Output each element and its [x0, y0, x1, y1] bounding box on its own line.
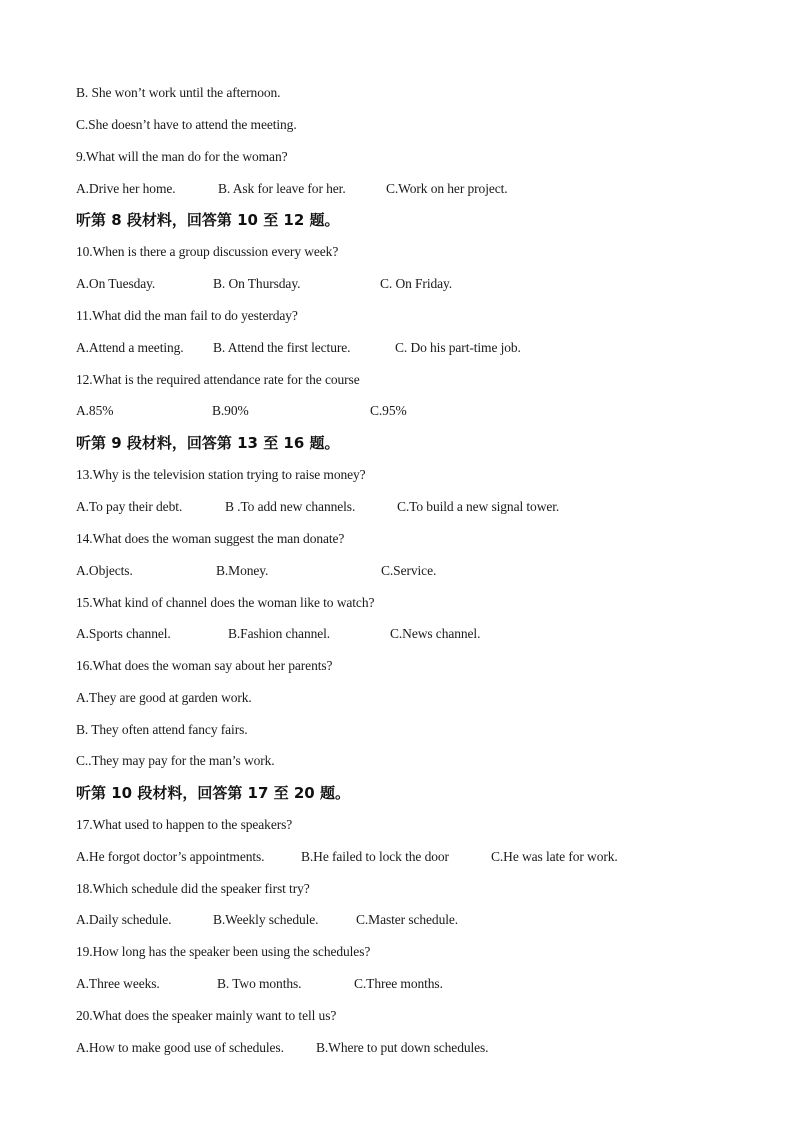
question-text: 20.What does the speaker mainly want to tell us?	[76, 1008, 337, 1023]
answer-option: B .To add new channels.	[225, 499, 356, 514]
question-text: 18.Which schedule did the speaker first try?	[76, 881, 310, 896]
question-text: 13.Why is the television station trying to raise money?	[76, 467, 366, 482]
answer-option: C. On Friday.	[380, 276, 453, 291]
question-text: 11.What did the man fail to do yesterday?	[76, 308, 298, 323]
answer-option: A.Sports channel.	[76, 626, 171, 641]
section-heading: 听第 10 段材料，回答第 17 至 20 题。	[76, 784, 350, 802]
answer-option: C. Do his part-time job.	[395, 340, 521, 355]
answer-option: C.News channel.	[390, 626, 481, 641]
answer-option: C.95%	[370, 403, 407, 418]
section-heading: 听第 9 段材料，回答第 13 至 16 题。	[76, 434, 340, 452]
answer-option: A.On Tuesday.	[76, 276, 156, 291]
answer-option: A.Daily schedule.	[76, 912, 172, 927]
answer-option: A.Objects.	[76, 563, 133, 578]
answer-option: B. Ask for leave for her.	[218, 181, 346, 196]
answer-option: A.Attend a meeting.	[76, 340, 184, 355]
answer-option: A.To pay their debt.	[76, 499, 183, 514]
answer-option: A.He forgot doctor’s appointments.	[76, 849, 265, 864]
answer-option: B.Where to put down schedules.	[316, 1040, 489, 1055]
answer-option: B. On Thursday.	[213, 276, 301, 291]
question-text: 17.What used to happen to the speakers?	[76, 817, 293, 832]
answer-option: C.Master schedule.	[356, 912, 459, 927]
answer-option: B.Weekly schedule.	[213, 912, 319, 927]
answer-option: B.90%	[212, 403, 249, 418]
answer-option: C.To build a new signal tower.	[397, 499, 560, 514]
answer-option: A.Drive her home.	[76, 181, 176, 196]
question-text: B. They often attend fancy fairs.	[76, 722, 248, 737]
question-text: 14.What does the woman suggest the man donate?	[76, 531, 345, 546]
answer-option: C.He was late for work.	[491, 849, 618, 864]
answer-option: B.Money.	[216, 563, 269, 578]
answer-option: B.Fashion channel.	[228, 626, 331, 641]
question-text: 15.What kind of channel does the woman like to watch?	[76, 595, 375, 610]
question-text: 12.What is the required attendance rate for the course	[76, 372, 360, 387]
answer-option: A.How to make good use of schedules.	[76, 1040, 284, 1055]
section-heading: 听第 8 段材料，回答第 10 至 12 题。	[76, 211, 340, 229]
question-text: B. She won’t work until the afternoon.	[76, 85, 281, 100]
answer-option: C.Service.	[381, 563, 437, 578]
question-text: 16.What does the woman say about her parents?	[76, 658, 333, 673]
question-text: C.She doesn’t have to attend the meeting.	[76, 117, 297, 132]
question-text: 10.When is there a group discussion every week?	[76, 244, 339, 259]
question-text: 19.How long has the speaker been using the schedules?	[76, 944, 371, 959]
question-text: C..They may pay for the man’s work.	[76, 753, 275, 768]
question-text: 9.What will the man do for the woman?	[76, 149, 288, 164]
answer-option: B. Two months.	[217, 976, 302, 991]
answer-option: A.85%	[76, 403, 114, 418]
answer-option: C.Three months.	[354, 976, 443, 991]
answer-option: A.Three weeks.	[76, 976, 160, 991]
answer-option: B.He failed to lock the door	[301, 849, 449, 864]
question-text: A.They are good at garden work.	[76, 690, 252, 705]
answer-option: B. Attend the first lecture.	[213, 340, 351, 355]
answer-option: C.Work on her project.	[386, 181, 508, 196]
